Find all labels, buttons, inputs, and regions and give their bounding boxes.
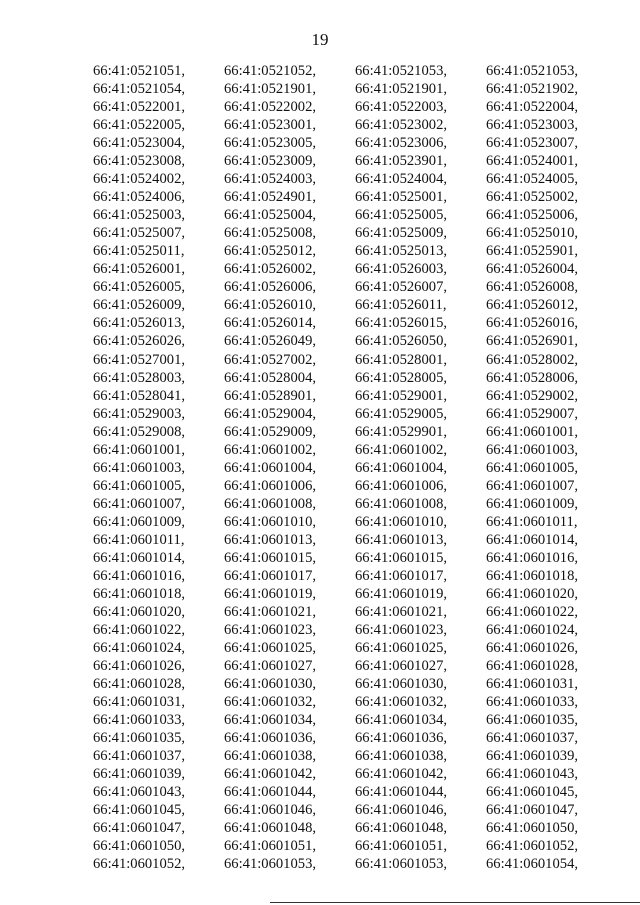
cadastral-number-cell: 66:41:0601046, bbox=[355, 802, 448, 819]
cadastral-number-cell: 66:41:0601027, bbox=[224, 658, 317, 675]
cadastral-number-cell: 66:41:0601047, bbox=[93, 820, 186, 837]
cadastral-number-cell: 66:41:0601009, bbox=[486, 495, 579, 512]
cadastral-number-cell: 66:41:0525001, bbox=[355, 189, 448, 206]
cadastral-number-cell: 66:41:0526004, bbox=[486, 261, 579, 278]
table-row bbox=[93, 621, 586, 639]
cadastral-number-cell: 66:41:0601025, bbox=[224, 640, 317, 656]
cadastral-number-cell: 66:41:0523004, bbox=[93, 135, 186, 152]
cadastral-number-cell: 66:41:0601014, bbox=[93, 549, 186, 566]
cadastral-number-cell: 66:41:0524001, bbox=[486, 153, 579, 170]
cadastral-number-cell: 66:41:0601002, bbox=[224, 441, 317, 458]
cadastral-number-cell: 66:41:0523001, bbox=[224, 117, 317, 134]
table-row bbox=[93, 296, 586, 314]
table-row bbox=[93, 188, 586, 206]
table-row bbox=[93, 224, 586, 242]
cadastral-number-cell: 66:41:0601042, bbox=[224, 766, 317, 783]
cadastral-number-cell: 66:41:0524004, bbox=[355, 171, 448, 188]
table-row bbox=[93, 441, 586, 459]
cadastral-number-cell: 66:41:0526011, bbox=[355, 297, 447, 314]
cadastral-number-cell: 66:41:0601017, bbox=[355, 567, 448, 584]
table-row bbox=[93, 783, 586, 801]
cadastral-number-cell: 66:41:0522003, bbox=[355, 99, 448, 116]
cadastral-number-cell: 66:41:0601037, bbox=[486, 730, 579, 747]
cadastral-number-cell: 66:41:0601033, bbox=[93, 712, 186, 729]
cadastral-number-cell: 66:41:0601007, bbox=[93, 495, 186, 512]
cadastral-number-cell: 66:41:0523003, bbox=[486, 117, 579, 134]
cadastral-number-cell: 66:41:0601034, bbox=[224, 712, 317, 729]
table-row bbox=[93, 837, 586, 855]
cadastral-number-cell: 66:41:0601021, bbox=[355, 603, 448, 620]
cadastral-number-cell: 66:41:0601010, bbox=[355, 513, 448, 530]
cadastral-number-cell: 66:41:0528001, bbox=[355, 351, 448, 368]
cadastral-number-cell: 66:41:0529003, bbox=[93, 405, 186, 422]
table-row bbox=[93, 693, 586, 711]
cadastral-number-cell: 66:41:0601001, bbox=[486, 423, 579, 440]
cadastral-number-cell: 66:41:0523007, bbox=[486, 135, 579, 152]
cadastral-number-cell: 66:41:0601026, bbox=[93, 658, 186, 675]
cadastral-number-cell: 66:41:0601031, bbox=[486, 676, 579, 693]
cadastral-number-cell: 66:41:0601008, bbox=[355, 495, 448, 512]
table-row bbox=[93, 567, 586, 585]
cadastral-number-cell: 66:41:0521901, bbox=[224, 81, 317, 98]
cadastral-number-cell: 66:41:0524005, bbox=[486, 171, 579, 188]
cadastral-number-cell: 66:41:0526050, bbox=[355, 333, 448, 350]
table-row bbox=[93, 98, 586, 116]
cadastral-number-cell: 66:41:0601051, bbox=[224, 838, 317, 855]
cadastral-number-cell: 66:41:0601032, bbox=[224, 694, 317, 711]
cadastral-number-cell: 66:41:0601018, bbox=[93, 585, 186, 602]
cadastral-number-cell: 66:41:0601034, bbox=[355, 712, 448, 729]
cadastral-number-cell: 66:41:0601008, bbox=[224, 495, 317, 512]
cadastral-number-cell: 66:41:0601031, bbox=[93, 694, 186, 711]
cadastral-number-cell: 66:41:0601020, bbox=[93, 603, 186, 620]
table-row bbox=[93, 495, 586, 513]
cadastral-number-cell: 66:41:0521902, bbox=[486, 81, 579, 98]
cadastral-number-cell: 66:41:0528041, bbox=[93, 387, 186, 404]
cadastral-number-cell: 66:41:0526006, bbox=[224, 279, 317, 296]
cadastral-number-cell: 66:41:0601009, bbox=[93, 513, 186, 530]
page-number: 19 bbox=[311, 30, 329, 49]
cadastral-number-cell: 66:41:0525003, bbox=[93, 207, 186, 224]
table-row bbox=[93, 80, 586, 98]
cadastral-number-cell: 66:41:0601052, bbox=[486, 838, 579, 855]
cadastral-number-cell: 66:41:0601004, bbox=[355, 459, 448, 476]
cadastral-number-cell: 66:41:0601035, bbox=[486, 712, 579, 729]
cadastral-number-cell: 66:41:0521053, bbox=[486, 63, 579, 79]
cadastral-number-cell: 66:41:0601048, bbox=[224, 820, 317, 837]
cadastral-number-cell: 66:41:0601026, bbox=[486, 640, 579, 656]
table-row bbox=[93, 116, 586, 134]
table-row bbox=[93, 639, 586, 657]
cadastral-number-cell: 66:41:0528004, bbox=[224, 369, 317, 386]
cadastral-number-cell: 66:41:0526007, bbox=[355, 279, 448, 296]
cadastral-number-cell: 66:41:0601050, bbox=[486, 820, 579, 837]
cadastral-number-cell: 66:41:0525009, bbox=[355, 225, 448, 242]
table-row bbox=[93, 423, 586, 441]
cadastral-number-cell: 66:41:0525010, bbox=[486, 225, 579, 242]
cadastral-number-cell: 66:41:0601054, bbox=[486, 856, 579, 873]
cadastral-number-cell: 66:41:0601044, bbox=[224, 784, 317, 801]
cadastral-number-cell: 66:41:0601024, bbox=[486, 621, 579, 638]
cadastral-number-cell: 66:41:0524002, bbox=[93, 171, 186, 188]
cadastral-number-cell: 66:41:0522001, bbox=[93, 99, 186, 116]
table-row bbox=[93, 729, 586, 747]
cadastral-number-cell: 66:41:0601005, bbox=[93, 477, 186, 494]
table-row bbox=[93, 477, 586, 495]
cadastral-number-cell: 66:41:0526003, bbox=[355, 261, 448, 278]
cadastral-number-cell: 66:41:0527002, bbox=[224, 351, 317, 368]
cadastral-number-cell: 66:41:0601011, bbox=[486, 513, 578, 530]
cadastral-number-cell: 66:41:0601003, bbox=[486, 441, 579, 458]
table-row bbox=[93, 314, 586, 332]
cadastral-number-cell: 66:41:0601036, bbox=[224, 730, 317, 747]
cadastral-number-cell: 66:41:0601023, bbox=[224, 621, 317, 638]
cadastral-number-cell: 66:41:0522002, bbox=[224, 99, 317, 116]
cadastral-number-cell: 66:41:0601014, bbox=[486, 531, 579, 548]
page-edge-line bbox=[270, 902, 640, 903]
cadastral-number-cell: 66:41:0529004, bbox=[224, 405, 317, 422]
cadastral-number-cell: 66:41:0528006, bbox=[486, 369, 579, 386]
cadastral-number-cell: 66:41:0601006, bbox=[224, 477, 317, 494]
cadastral-number-cell: 66:41:0525005, bbox=[355, 207, 448, 224]
cadastral-number-cell: 66:41:0601016, bbox=[486, 549, 579, 566]
table-row bbox=[93, 62, 586, 80]
table-row bbox=[93, 675, 586, 693]
cadastral-number-cell: 66:41:0601017, bbox=[224, 567, 317, 584]
cadastral-number-cell: 66:41:0523008, bbox=[93, 153, 186, 170]
cadastral-number-cell: 66:41:0528002, bbox=[486, 351, 579, 368]
cadastral-number-cell: 66:41:0523901, bbox=[355, 153, 448, 170]
cadastral-number-cell: 66:41:0601030, bbox=[224, 676, 317, 693]
cadastral-number-cell: 66:41:0525012, bbox=[224, 243, 317, 260]
cadastral-number-cell: 66:41:0523006, bbox=[355, 135, 448, 152]
cadastral-number-cell: 66:41:0528003, bbox=[93, 369, 186, 386]
cadastral-number-cell: 66:41:0525006, bbox=[486, 207, 579, 224]
cadastral-number-cell: 66:41:0601004, bbox=[224, 459, 317, 476]
cadastral-number-cell: 66:41:0526009, bbox=[93, 297, 186, 314]
cadastral-number-cell: 66:41:0521051, bbox=[93, 63, 186, 79]
cadastral-number-cell: 66:41:0521901, bbox=[355, 81, 448, 98]
cadastral-number-cell: 66:41:0525013, bbox=[355, 243, 448, 260]
cadastral-number-cell: 66:41:0601045, bbox=[486, 784, 579, 801]
cadastral-number-cell: 66:41:0529009, bbox=[224, 423, 317, 440]
cadastral-number-cell: 66:41:0601046, bbox=[224, 802, 317, 819]
cadastral-number-cell: 66:41:0601048, bbox=[355, 820, 448, 837]
cadastral-number-cell: 66:41:0601047, bbox=[486, 802, 579, 819]
table-row bbox=[93, 603, 586, 621]
table-row bbox=[93, 387, 586, 405]
cadastral-number-cell: 66:41:0601020, bbox=[486, 585, 579, 602]
table-row bbox=[93, 459, 586, 477]
cadastral-number-cell: 66:41:0529001, bbox=[355, 387, 448, 404]
cadastral-number-cell: 66:41:0601035, bbox=[93, 730, 186, 747]
cadastral-number-cell: 66:41:0601021, bbox=[224, 603, 317, 620]
table-row bbox=[93, 585, 586, 603]
cadastral-number-cell: 66:41:0601028, bbox=[93, 676, 186, 693]
cadastral-number-cell: 66:41:0601044, bbox=[355, 784, 448, 801]
cadastral-number-cell: 66:41:0526001, bbox=[93, 261, 186, 278]
cadastral-number-cell: 66:41:0523005, bbox=[224, 135, 317, 152]
cadastral-number-cell: 66:41:0525008, bbox=[224, 225, 317, 242]
table-row bbox=[93, 819, 586, 837]
cadastral-number-cell: 66:41:0601013, bbox=[355, 531, 448, 548]
cadastral-number-cell: 66:41:0524003, bbox=[224, 171, 317, 188]
cadastral-number-cell: 66:41:0521053, bbox=[355, 63, 448, 79]
cadastral-number-cell: 66:41:0521052, bbox=[224, 63, 317, 79]
cadastral-number-cell: 66:41:0601015, bbox=[224, 549, 317, 566]
cadastral-number-cell: 66:41:0526005, bbox=[93, 279, 186, 296]
table-row bbox=[93, 152, 586, 170]
cadastral-number-cell: 66:41:0601038, bbox=[355, 748, 448, 765]
cadastral-number-cell: 66:41:0601001, bbox=[93, 441, 186, 458]
cadastral-number-cell: 66:41:0601025, bbox=[355, 640, 448, 656]
cadastral-number-cell: 66:41:0529007, bbox=[486, 405, 579, 422]
table-row bbox=[93, 531, 586, 549]
cadastral-number-cell: 66:41:0601038, bbox=[224, 748, 317, 765]
cadastral-number-cell: 66:41:0601042, bbox=[355, 766, 448, 783]
table-row bbox=[93, 747, 586, 765]
cadastral-number-cell: 66:41:0601006, bbox=[355, 477, 448, 494]
table-row bbox=[93, 405, 586, 423]
cadastral-number-list bbox=[93, 62, 586, 873]
cadastral-number-cell: 66:41:0601007, bbox=[486, 477, 579, 494]
cadastral-number-cell: 66:41:0601053, bbox=[224, 856, 317, 873]
table-row bbox=[93, 711, 586, 729]
cadastral-number-cell: 66:41:0525901, bbox=[486, 243, 579, 260]
cadastral-number-cell: 66:41:0601052, bbox=[93, 856, 186, 873]
cadastral-number-cell: 66:41:0601039, bbox=[93, 766, 186, 783]
cadastral-number-cell: 66:41:0601019, bbox=[355, 585, 448, 602]
table-row bbox=[93, 855, 586, 873]
table-row bbox=[93, 242, 586, 260]
cadastral-number-cell: 66:41:0526026, bbox=[93, 333, 186, 350]
cadastral-number-cell: 66:41:0601022, bbox=[93, 621, 186, 638]
cadastral-number-cell: 66:41:0601045, bbox=[93, 802, 186, 819]
table-row bbox=[93, 278, 586, 296]
cadastral-number-cell: 66:41:0526010, bbox=[224, 297, 317, 314]
cadastral-number-cell: 66:41:0521054, bbox=[93, 81, 186, 98]
cadastral-number-cell: 66:41:0601036, bbox=[355, 730, 448, 747]
table-row bbox=[93, 369, 586, 387]
table-row bbox=[93, 801, 586, 819]
cadastral-number-cell: 66:41:0601024, bbox=[93, 640, 186, 656]
cadastral-number-cell: 66:41:0601030, bbox=[355, 676, 448, 693]
cadastral-number-cell: 66:41:0529008, bbox=[93, 423, 186, 440]
cadastral-number-cell: 66:41:0529901, bbox=[355, 423, 448, 440]
cadastral-number-cell: 66:41:0526901, bbox=[486, 333, 579, 350]
cadastral-number-cell: 66:41:0601010, bbox=[224, 513, 317, 530]
cadastral-number-cell: 66:41:0529005, bbox=[355, 405, 448, 422]
cadastral-number-cell: 66:41:0601043, bbox=[93, 784, 186, 801]
cadastral-number-cell: 66:41:0601002, bbox=[355, 441, 448, 458]
cadastral-number-cell: 66:41:0601015, bbox=[355, 549, 448, 566]
cadastral-number-rows bbox=[93, 62, 586, 873]
cadastral-number-cell: 66:41:0601028, bbox=[486, 658, 579, 675]
cadastral-number-cell: 66:41:0601050, bbox=[93, 838, 186, 855]
cadastral-number-cell: 66:41:0528005, bbox=[355, 369, 448, 386]
table-row bbox=[93, 549, 586, 567]
cadastral-number-cell: 66:41:0601016, bbox=[93, 567, 186, 584]
cadastral-number-cell: 66:41:0525004, bbox=[224, 207, 317, 224]
cadastral-number-cell: 66:41:0601039, bbox=[486, 748, 579, 765]
cadastral-number-cell: 66:41:0527001, bbox=[93, 351, 186, 368]
cadastral-number-cell: 66:41:0523009, bbox=[224, 153, 317, 170]
cadastral-number-cell: 66:41:0601043, bbox=[486, 766, 579, 783]
cadastral-number-cell: 66:41:0601023, bbox=[355, 621, 448, 638]
table-row bbox=[93, 260, 586, 278]
cadastral-number-cell: 66:41:0601032, bbox=[355, 694, 448, 711]
cadastral-number-cell: 66:41:0525002, bbox=[486, 189, 579, 206]
cadastral-number-cell: 66:41:0601051, bbox=[355, 838, 448, 855]
cadastral-number-cell: 66:41:0524901, bbox=[224, 189, 317, 206]
cadastral-number-cell: 66:41:0526014, bbox=[224, 315, 317, 332]
cadastral-number-cell: 66:41:0526002, bbox=[224, 261, 317, 278]
table-row bbox=[93, 134, 586, 152]
cadastral-number-cell: 66:41:0528901, bbox=[224, 387, 317, 404]
cadastral-number-cell: 66:41:0601003, bbox=[93, 459, 186, 476]
table-row bbox=[93, 765, 586, 783]
cadastral-number-cell: 66:41:0526008, bbox=[486, 279, 579, 296]
cadastral-number-cell: 66:41:0601027, bbox=[355, 658, 448, 675]
cadastral-number-cell: 66:41:0601005, bbox=[486, 459, 579, 476]
table-row bbox=[93, 351, 586, 369]
cadastral-number-cell: 66:41:0601013, bbox=[224, 531, 317, 548]
table-row bbox=[93, 332, 586, 350]
cadastral-number-cell: 66:41:0601037, bbox=[93, 748, 186, 765]
table-row bbox=[93, 657, 586, 675]
cadastral-number-cell: 66:41:0526016, bbox=[486, 315, 579, 332]
cadastral-number-cell: 66:41:0523002, bbox=[355, 117, 448, 134]
cadastral-number-cell: 66:41:0525011, bbox=[93, 243, 185, 260]
cadastral-number-cell: 66:41:0526049, bbox=[224, 333, 317, 350]
table-row bbox=[93, 170, 586, 188]
cadastral-number-cell: 66:41:0529002, bbox=[486, 387, 579, 404]
cadastral-number-cell: 66:41:0601033, bbox=[486, 694, 579, 711]
cadastral-number-cell: 66:41:0522004, bbox=[486, 99, 579, 116]
cadastral-number-cell: 66:41:0526013, bbox=[93, 315, 186, 332]
cadastral-number-cell: 66:41:0525007, bbox=[93, 225, 186, 242]
cadastral-number-cell: 66:41:0526015, bbox=[355, 315, 448, 332]
cadastral-number-cell: 66:41:0522005, bbox=[93, 117, 186, 134]
cadastral-number-cell: 66:41:0526012, bbox=[486, 297, 579, 314]
cadastral-number-cell: 66:41:0601018, bbox=[486, 567, 579, 584]
cadastral-number-cell: 66:41:0601022, bbox=[486, 603, 579, 620]
table-row bbox=[93, 206, 586, 224]
cadastral-number-cell: 66:41:0601011, bbox=[93, 531, 185, 548]
table-row bbox=[93, 513, 586, 531]
cadastral-number-cell: 66:41:0601019, bbox=[224, 585, 317, 602]
cadastral-number-cell: 66:41:0524006, bbox=[93, 189, 186, 206]
cadastral-number-cell: 66:41:0601053, bbox=[355, 856, 448, 873]
